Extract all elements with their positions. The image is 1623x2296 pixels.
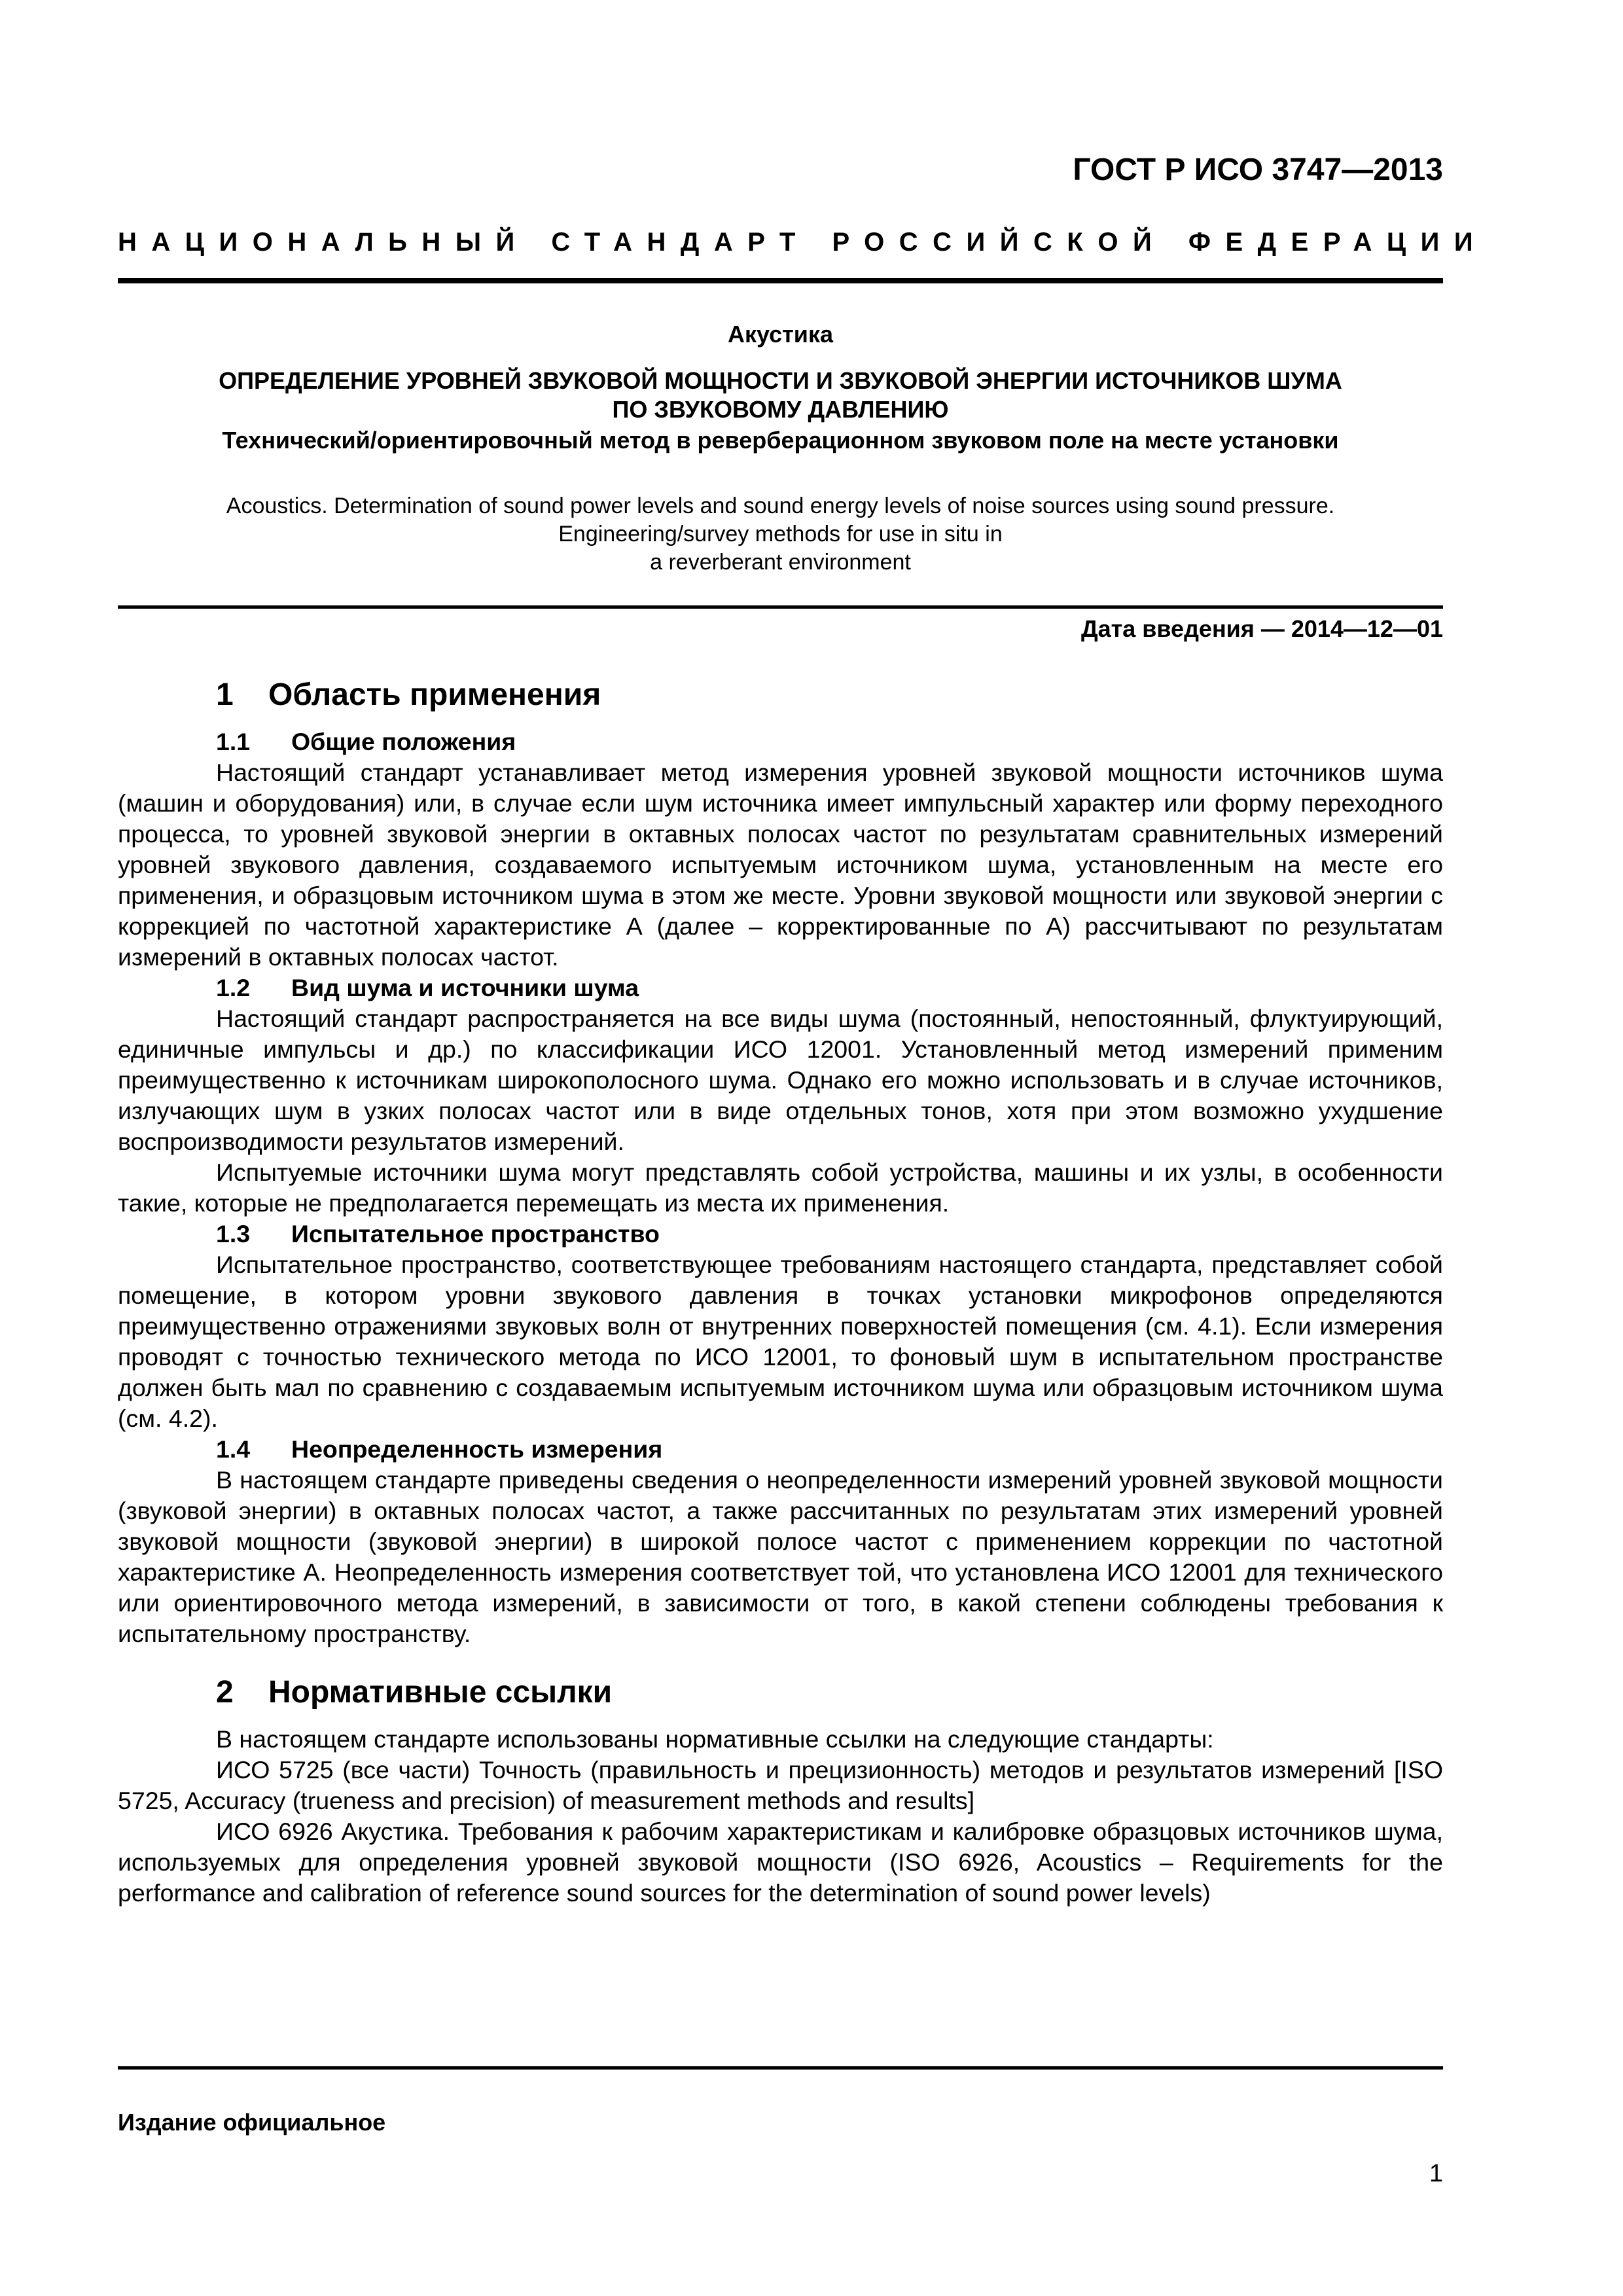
subsection-1-3-heading <box>118 1219 1443 1249</box>
paragraph: ИСО 6926 Акустика. Требования к рабочим характеристикам и калибровке образцовых источников шума, используемых для определения уровней звуковой мощности (ISO 6926, Acoustics – Requirements for the performance and calibration of reference sound sources for the determination of sound power levels) <box>118 1818 1443 1907</box>
section-1-heading <box>118 674 1443 716</box>
header-rule <box>118 278 1443 283</box>
section-number: 2 <box>216 1675 234 1710</box>
paragraph: Испытуемые источники шума могут представлять собой устройства, машины и их узлы, в особенности такие, которые не предполагается перемещать из места их применения. <box>118 1158 1443 1217</box>
title-subject: Акустика <box>728 321 833 348</box>
section-number: 1 <box>216 677 234 712</box>
footer-rule <box>118 2066 1443 2070</box>
subsection-number: 1.2 <box>216 974 251 1001</box>
subsection-1-1-heading <box>118 726 1443 757</box>
paragraph: Испытательное пространство, соответствующее требованиям настоящего стандарта, представляет собой помещение, в котором уровни звукового давления в точках установки микрофонов определяются преимущественно отражениями звуковых волн от внутренних поверхностей помещения (см. 4.1). Если измерения проводят с точностью технического метода по ИСО 12001, то фоновый шум в испытательном пространстве должен быть мал по сравнению с создаваемым испытуемым источником шума или образцовым источником шума (см. 4.2). <box>118 1251 1443 1432</box>
title-english-line-2: Engineering/survey methods for use in situ in <box>558 522 1003 547</box>
title-english-line-3: a reverberant environment <box>650 550 911 575</box>
title-rule <box>118 605 1443 609</box>
paragraph: Настоящий стандарт распространяется на все виды шума (постоянный, непостоянный, флуктуирующий, единичные импульсы и др.) по классификации ИСО 12001. Установленный метод измерений применим преимущественно к источникам широкополосного шума. Однако его можно использовать и в случае источников, излучающих шум в узких полосах частот или в виде отдельных тонов, хотя при этом возможно ухудшение воспроизводимости результатов измерений. <box>118 1005 1443 1155</box>
title-main <box>118 367 1443 424</box>
subsection-title: Неопределенность измерения <box>291 1435 663 1463</box>
official-edition-label: Издание официальное <box>118 2109 386 2136</box>
paragraph: Настоящий стандарт устанавливает метод измерения уровней звуковой мощности источников шума (машин и оборудования) или, в случае если шум источника имеет импульсный характер или форму переходного процесса, то уровней звуковой энергии в октавных полосах частот по результатам сравнительных измерений уровней звукового давления, создаваемого испытуемым источником шума, установленным на месте его применения, и образцовым источником шума в этом же месте. Уровни звуковой мощности или звуковой энергии с коррекцией по частотной характеристике А (далее – корректированные по А) рассчитывают по результатам измерений в октавных полосах частот. <box>118 759 1443 971</box>
title-main-line-2: ПО ЗВУКОВОМУ ДАВЛЕНИЮ <box>612 396 949 423</box>
page-number: 1 <box>1429 2160 1443 2187</box>
subsection-1-2-heading <box>118 973 1443 1003</box>
title-main-line-1: ОПРЕДЕЛЕНИЕ УРОВНЕЙ ЗВУКОВОЙ МОЩНОСТИ И ЗВУКОВОЙ ЭНЕРГИИ ИСТОЧНИКОВ ШУМА <box>219 367 1342 394</box>
paragraph: В настоящем стандарте приведены сведения о неопределенности измерений уровней звуковой мощности (звуковой энергии) в октавных полосах частот, а также рассчитанных по результатам этих измерений уровней звуковой мощности (звуковой энергии) в широкой полосе частот с применением коррекции по частотной характеристике А. Неопределенность измерения соответствует той, что установлена ИСО 12001 для технического или ориентировочного метода измерений, в зависимости от того, в какой степени соблюдены требования к испытательному пространству. <box>118 1466 1443 1647</box>
section-title: Нормативные ссылки <box>268 1675 613 1710</box>
title-subtitle: Технический/ориентировочный метод в реверберационном звуковом поле на месте установки <box>222 427 1339 454</box>
subsection-title: Вид шума и источники шума <box>291 974 639 1001</box>
subsection-number: 1.4 <box>216 1435 251 1463</box>
subsection-title: Испытательное пространство <box>291 1220 660 1247</box>
title-english <box>118 492 1443 577</box>
subsection-number: 1.1 <box>216 728 251 755</box>
section-title: Область применения <box>268 677 601 712</box>
subsection-1-4-heading <box>118 1434 1443 1465</box>
subsection-number: 1.3 <box>216 1220 251 1247</box>
document-id: ГОСТ Р ИСО 3747—2013 <box>1073 152 1443 187</box>
paragraph: В настоящем стандарте использованы нормативные ссылки на следующие стандарты: <box>216 1725 1214 1753</box>
section-2-heading <box>118 1672 1443 1713</box>
title-english-line-1: Acoustics. Determination of sound power levels and sound energy levels of noise sources using sound pressure. <box>226 493 1335 518</box>
document-body <box>118 674 1443 1909</box>
introduction-date: Дата введения — 2014—12—01 <box>1080 615 1443 642</box>
subsection-title: Общие положения <box>291 728 516 755</box>
paragraph: ИСО 5725 (все части) Точность (правильность и прецизионность) методов и результатов измерений [ISO 5725, Accuracy (trueness and precision) of measurement methods and results] <box>118 1756 1443 1814</box>
national-standard-banner: НАЦИОНАЛЬНЫЙ СТАНДАРТ РОССИЙСКОЙ ФЕДЕРАЦИИ <box>118 228 1488 257</box>
